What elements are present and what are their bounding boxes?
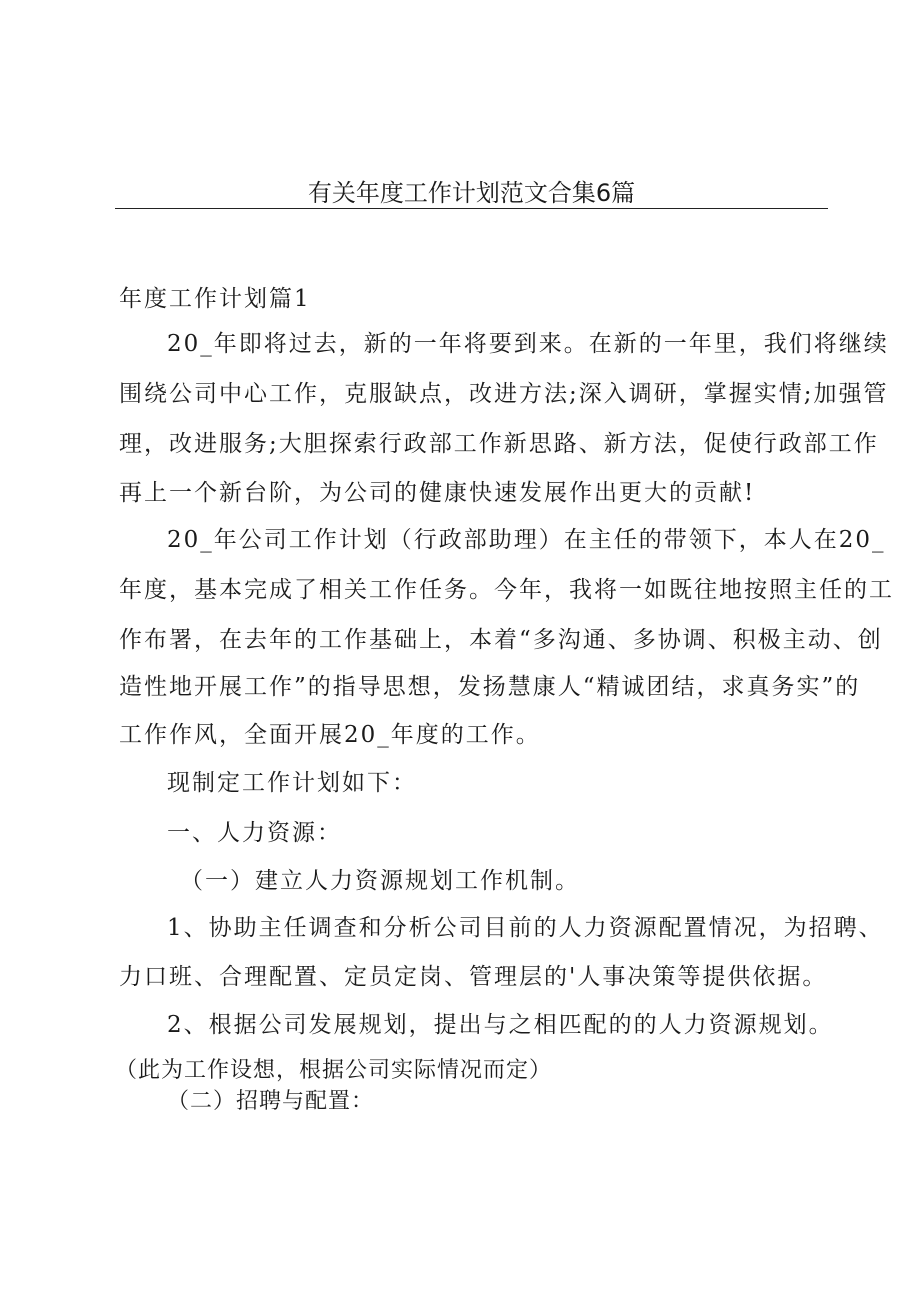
paragraph-line: 工作作风，全面开展20_年度的工作。 xyxy=(119,722,541,748)
paragraph-line: 20_年公司工作计划（行政部助理）在主任的带领下，本人在20_ xyxy=(167,527,886,553)
document-title: 有关年度工作计划范文合集6篇 xyxy=(307,179,636,207)
list-subheading: （二）招聘与配置： xyxy=(167,1089,375,1114)
title-underline xyxy=(115,208,828,209)
paragraph-line: 现制定工作计划如下： xyxy=(167,770,417,796)
paragraph-line: 造性地开展工作”的指导思想，发扬慧康人“精诚团结，求真务实”的 xyxy=(119,674,861,700)
list-item-line: 2、根据公司发展规划，提出与之相匹配的的人力资源规划。 xyxy=(167,1012,834,1038)
paragraph-line: 年度，基本完成了相关工作任务。今年，我将一如既往地按照主任的工 xyxy=(119,577,894,603)
paragraph-line: 再上一个新台阶，为公司的健康快速发展作出更大的贡献! xyxy=(119,480,756,506)
paragraph-line: 20_年即将过去，新的一年将要到来。在新的一年里，我们将继续 xyxy=(167,331,889,357)
list-item-line: 1、协助主任调查和分析公司目前的人力资源配置情况，为招聘、 xyxy=(167,915,884,941)
paragraph-line: 围绕公司中心工作，克服缺点，改进方法;深入调研，掌握实情;加强管 xyxy=(119,381,889,407)
note-line: （此为工作设想，根据公司实际情况而定） xyxy=(115,1058,553,1083)
list-item-line: 力口班、合理配置、定员定岗、管理层的'人事决策等提供依据。 xyxy=(119,964,828,990)
list-subheading: （一）建立人力资源规划工作机制。 xyxy=(180,868,580,894)
paragraph-line: 作布署，在去年的工作基础上，本着“多沟通、多协调、积极主动、创 xyxy=(119,627,883,653)
paragraph-line: 理，改进服务;大胆探索行政部工作新思路、新方法，促使行政部工作 xyxy=(119,431,879,457)
section-heading: 年度工作计划篇1 xyxy=(119,286,311,312)
list-heading: 一、人力资源： xyxy=(167,820,342,846)
